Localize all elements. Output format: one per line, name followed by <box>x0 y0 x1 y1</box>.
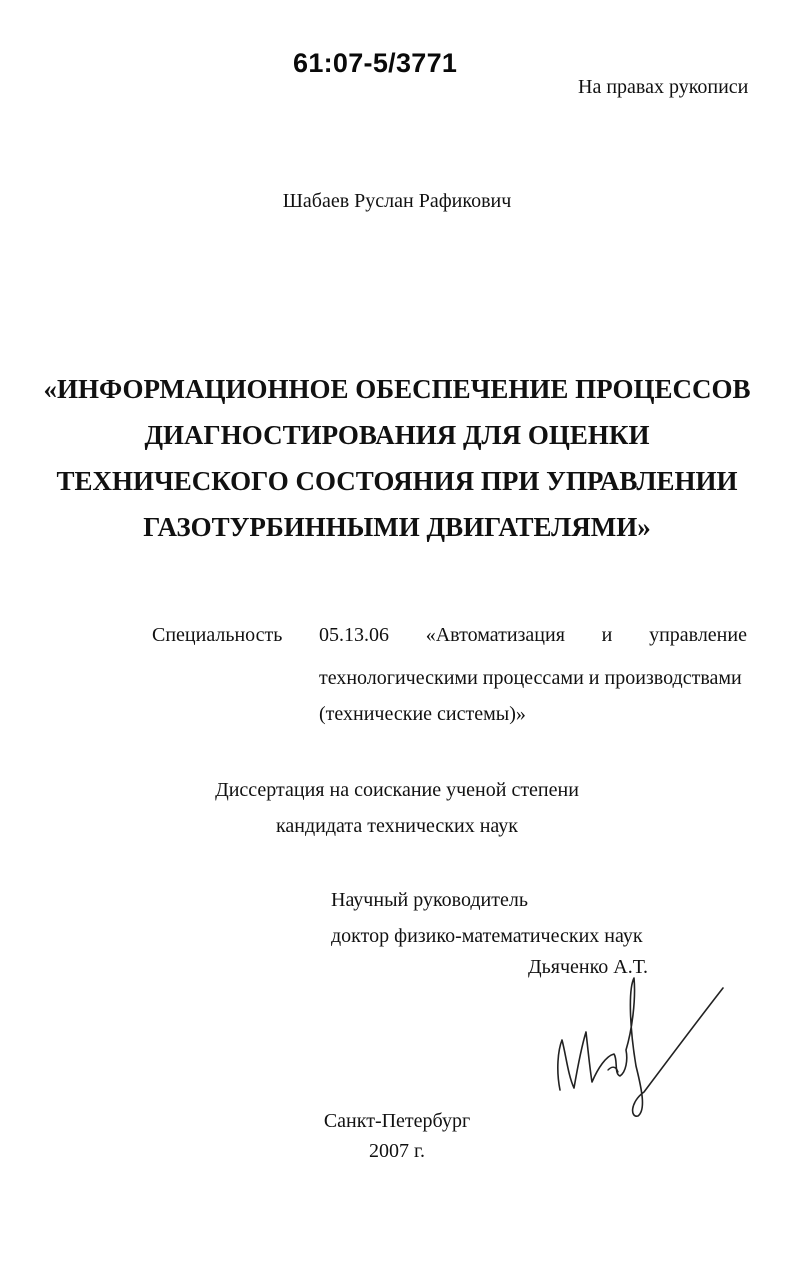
city: Санкт-Петербург <box>323 1110 471 1132</box>
specialty-word: и <box>601 624 613 646</box>
supervisor-name: Дьяченко А.Т. <box>528 956 648 978</box>
title-line: «ИНФОРМАЦИОННОЕ ОБЕСПЕЧЕНИЕ ПРОЦЕССОВ <box>43 374 751 404</box>
degree-line-1: Диссертация на соискание ученой степени <box>215 779 579 801</box>
archive-code: 61:07-5/3771 <box>293 48 458 78</box>
dissertation-title <box>40 366 754 550</box>
specialty-line-1 <box>319 624 747 647</box>
degree-line-2: кандидата технических наук <box>275 815 519 837</box>
specialty-word: «Автоматизация <box>425 624 565 646</box>
specialty-label: Специальность <box>152 624 283 646</box>
supervisor-block <box>331 882 643 954</box>
title-line: ТЕХНИЧЕСКОГО СОСТОЯНИЯ ПРИ УПРАВЛЕНИИ <box>56 466 738 496</box>
rights-note: На правах рукописи <box>578 76 749 98</box>
author-name: Шабаев Руслан Рафикович <box>282 190 512 212</box>
supervisor-degree: доктор физико-математических наук <box>331 925 643 947</box>
specialty-continuation <box>319 660 742 732</box>
degree-statement <box>0 772 794 844</box>
supervisor-role: Научный руководитель <box>331 889 528 911</box>
title-line: ДИАГНОСТИРОВАНИЯ ДЛЯ ОЦЕНКИ <box>144 420 650 450</box>
specialty-line-2: технологическими процессами и производствами <box>319 667 742 689</box>
specialty-line-3: (технические системы)» <box>319 703 526 725</box>
publication-place <box>0 1106 794 1166</box>
specialty-word: управление <box>649 624 747 646</box>
title-line: ГАЗОТУРБИННЫМИ ДВИГАТЕЛЯМИ» <box>143 512 651 542</box>
specialty-code: 05.13.06 <box>319 624 389 646</box>
year: 2007 г. <box>369 1140 425 1162</box>
